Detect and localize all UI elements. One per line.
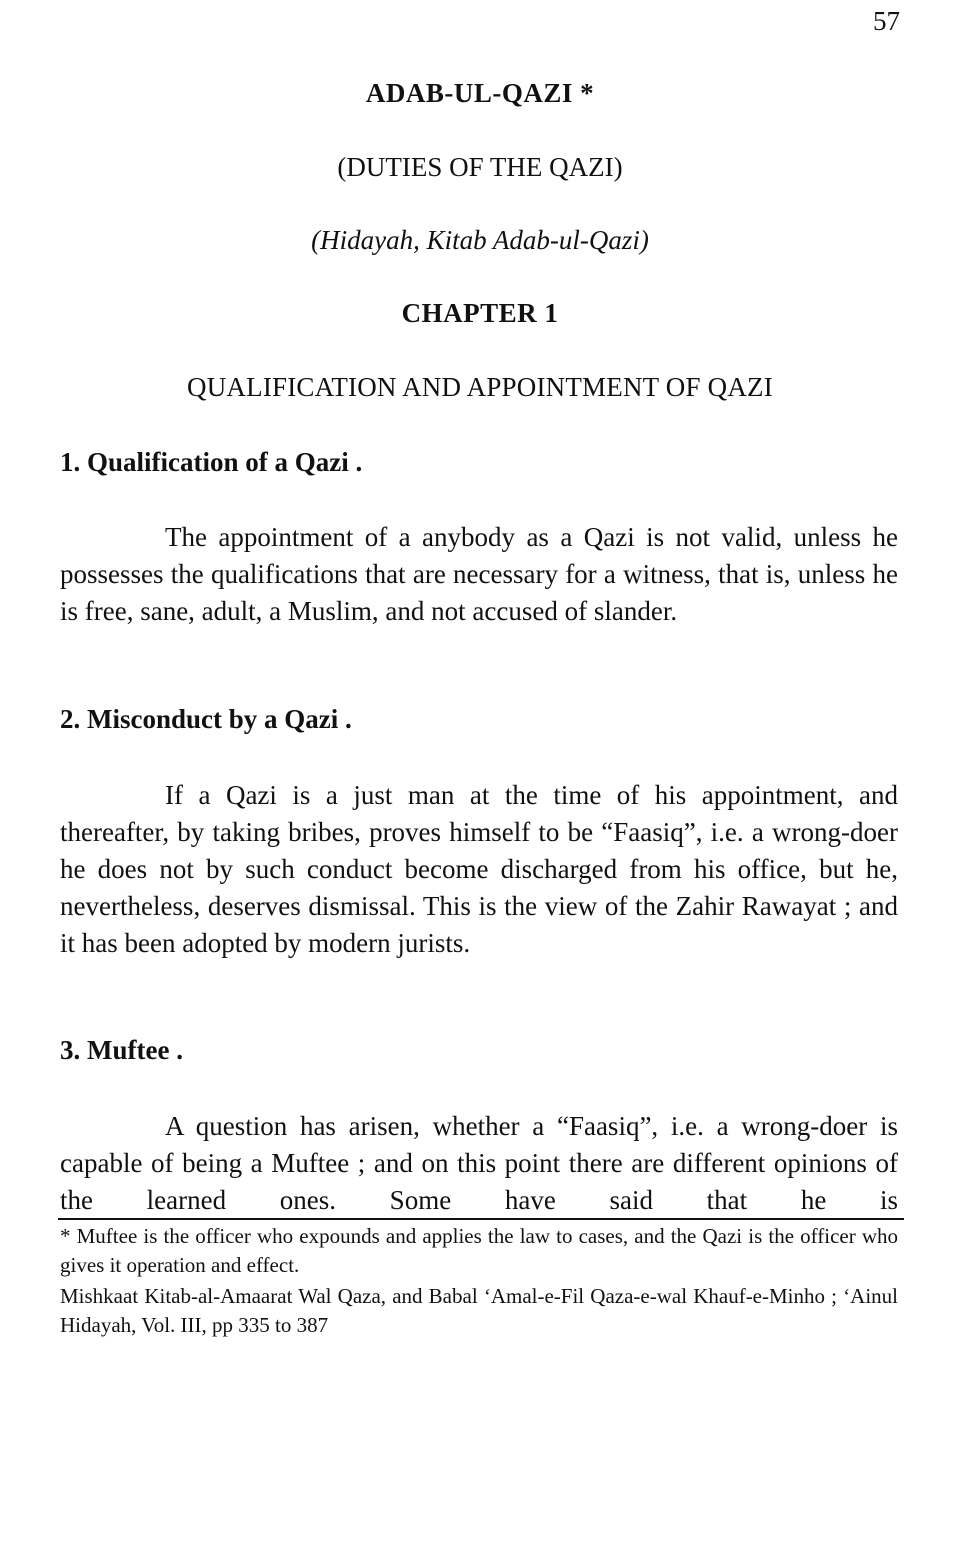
- chapter-heading: CHAPTER 1: [401, 298, 559, 328]
- section-text-misconduct: If a Qazi is a just man at the time of his appointment, and thereafter, by taking bribes, proves himself to be “Faasiq”, i.e. a wrong-doer he does not by such conduct become discharged from his office, but he, nevertheless, deserves dismissal. This is the view of the Zahir Rawayat ; and it has been adopted by modern jurists.: [60, 780, 898, 958]
- page-number: 57: [873, 6, 900, 36]
- section-text-qualification: The appointment of a anybody as a Qazi is not valid, unless he possesses the qualifications that are necessary for a witness, that is, unless he is free, sane, adult, a Muslim, and not accused of slander.: [60, 522, 898, 626]
- source-reference: (Hidayah, Kitab Adab-ul-Qazi): [311, 225, 649, 255]
- footnote-note: * Muftee is the officer who expounds and applies the law to cases, and the Qazi is the officer who gives it operation and effect.: [60, 1224, 898, 1277]
- chapter-title: QUALIFICATION AND APPOINTMENT OF QAZI: [187, 372, 773, 402]
- section-text-muftee: A question has arisen, whether a “Faasiq”, i.e. a wrong-doer is capable of being a Muftee ; and on this point there are different opinions of the learned ones. Some have said that he is: [60, 1111, 898, 1215]
- footnote-divider: [58, 1218, 904, 1220]
- section-heading-misconduct: 2. Misconduct by a Qazi .: [60, 704, 352, 734]
- page-subtitle: (DUTIES OF THE QAZI): [337, 152, 623, 182]
- page-title: ADAB-UL-QAZI *: [365, 78, 595, 108]
- section-heading-qualification: 1. Qualification of a Qazi .: [60, 447, 363, 477]
- section-heading-muftee: 3. Muftee .: [60, 1035, 183, 1065]
- footnote-reference: Mishkaat Kitab-al-Amaarat Wal Qaza, and Babal ‘Amal-e-Fil Qaza-e-wal Khauf-e-Minho ; ‘Ainul Hidayah, Vol. III, pp 335 to 387: [60, 1284, 898, 1337]
